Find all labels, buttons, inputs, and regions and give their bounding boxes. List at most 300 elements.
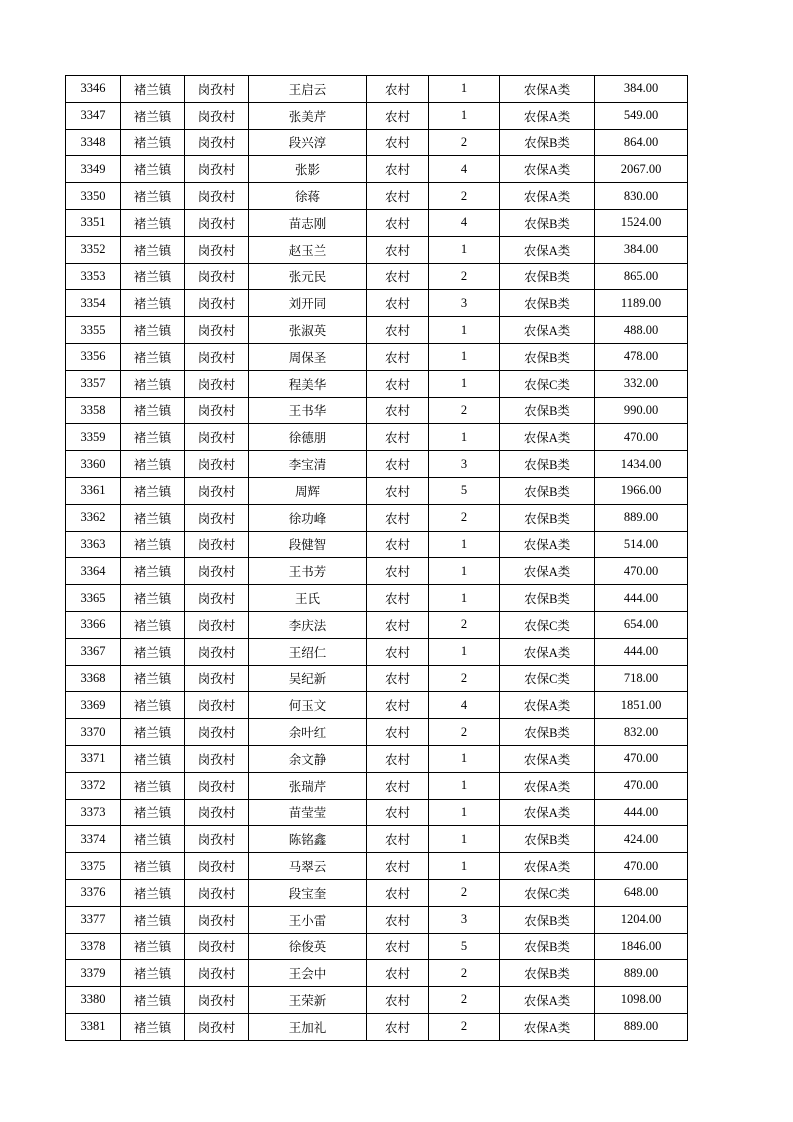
- cell-id: 3379: [66, 960, 121, 987]
- table-row: [66, 692, 688, 719]
- table-row: [66, 558, 688, 585]
- cell-name: 王书华: [249, 397, 367, 424]
- cell-type: 农村: [367, 343, 429, 370]
- cell-category: 农保A类: [500, 531, 595, 558]
- cell-town: 褚兰镇: [121, 317, 185, 344]
- cell-category: 农保A类: [500, 772, 595, 799]
- benefits-table: [65, 75, 688, 1041]
- table-row: [66, 772, 688, 799]
- cell-name: 何玉文: [249, 692, 367, 719]
- cell-town: 褚兰镇: [121, 156, 185, 183]
- cell-amount: 478.00: [595, 343, 688, 370]
- cell-type: 农村: [367, 370, 429, 397]
- cell-amount: 1189.00: [595, 290, 688, 317]
- cell-town: 褚兰镇: [121, 933, 185, 960]
- cell-village: 岗孜村: [185, 879, 249, 906]
- cell-category: 农保B类: [500, 477, 595, 504]
- cell-category: 农保A类: [500, 102, 595, 129]
- cell-type: 农村: [367, 692, 429, 719]
- cell-village: 岗孜村: [185, 638, 249, 665]
- cell-town: 褚兰镇: [121, 397, 185, 424]
- cell-category: 农保A类: [500, 183, 595, 210]
- cell-count: 2: [429, 263, 500, 290]
- cell-amount: 444.00: [595, 638, 688, 665]
- cell-amount: 889.00: [595, 504, 688, 531]
- table-row: [66, 129, 688, 156]
- table-row: [66, 611, 688, 638]
- cell-village: 岗孜村: [185, 826, 249, 853]
- cell-count: 1: [429, 236, 500, 263]
- table-row: [66, 236, 688, 263]
- table-row: [66, 531, 688, 558]
- cell-village: 岗孜村: [185, 611, 249, 638]
- cell-village: 岗孜村: [185, 1013, 249, 1040]
- cell-name: 李庆法: [249, 611, 367, 638]
- table-row: [66, 477, 688, 504]
- cell-id: 3374: [66, 826, 121, 853]
- cell-count: 1: [429, 343, 500, 370]
- cell-amount: 444.00: [595, 585, 688, 612]
- cell-village: 岗孜村: [185, 477, 249, 504]
- cell-count: 1: [429, 745, 500, 772]
- cell-category: 农保A类: [500, 745, 595, 772]
- table-row: [66, 906, 688, 933]
- cell-village: 岗孜村: [185, 531, 249, 558]
- cell-id: 3368: [66, 665, 121, 692]
- cell-count: 2: [429, 504, 500, 531]
- cell-type: 农村: [367, 209, 429, 236]
- cell-amount: 1524.00: [595, 209, 688, 236]
- cell-name: 王氏: [249, 585, 367, 612]
- cell-id: 3363: [66, 531, 121, 558]
- cell-town: 褚兰镇: [121, 879, 185, 906]
- cell-type: 农村: [367, 317, 429, 344]
- cell-name: 马翠云: [249, 853, 367, 880]
- cell-amount: 832.00: [595, 719, 688, 746]
- table-row: [66, 585, 688, 612]
- cell-category: 农保B类: [500, 933, 595, 960]
- cell-category: 农保C类: [500, 879, 595, 906]
- cell-name: 苗莹莹: [249, 799, 367, 826]
- cell-category: 农保A类: [500, 638, 595, 665]
- cell-town: 褚兰镇: [121, 719, 185, 746]
- cell-category: 农保A类: [500, 156, 595, 183]
- cell-count: 2: [429, 611, 500, 638]
- table-row: [66, 317, 688, 344]
- cell-amount: 864.00: [595, 129, 688, 156]
- cell-village: 岗孜村: [185, 76, 249, 103]
- cell-amount: 424.00: [595, 826, 688, 853]
- cell-category: 农保A类: [500, 317, 595, 344]
- cell-town: 褚兰镇: [121, 236, 185, 263]
- cell-category: 农保A类: [500, 692, 595, 719]
- cell-count: 1: [429, 317, 500, 344]
- table-row: [66, 665, 688, 692]
- cell-category: 农保B类: [500, 290, 595, 317]
- cell-count: 2: [429, 719, 500, 746]
- cell-village: 岗孜村: [185, 504, 249, 531]
- cell-village: 岗孜村: [185, 665, 249, 692]
- table-row: [66, 370, 688, 397]
- cell-amount: 470.00: [595, 772, 688, 799]
- cell-id: 3360: [66, 451, 121, 478]
- cell-name: 王绍仁: [249, 638, 367, 665]
- cell-type: 农村: [367, 531, 429, 558]
- cell-count: 2: [429, 1013, 500, 1040]
- cell-village: 岗孜村: [185, 853, 249, 880]
- table-row: [66, 504, 688, 531]
- cell-id: 3371: [66, 745, 121, 772]
- cell-town: 褚兰镇: [121, 638, 185, 665]
- cell-amount: 1434.00: [595, 451, 688, 478]
- cell-count: 5: [429, 477, 500, 504]
- cell-name: 吴纪新: [249, 665, 367, 692]
- cell-name: 王荣新: [249, 987, 367, 1014]
- cell-village: 岗孜村: [185, 236, 249, 263]
- cell-category: 农保B类: [500, 397, 595, 424]
- cell-count: 4: [429, 692, 500, 719]
- cell-category: 农保B类: [500, 960, 595, 987]
- cell-category: 农保A类: [500, 1013, 595, 1040]
- cell-type: 农村: [367, 129, 429, 156]
- cell-name: 赵玉兰: [249, 236, 367, 263]
- cell-id: 3367: [66, 638, 121, 665]
- cell-village: 岗孜村: [185, 987, 249, 1014]
- cell-amount: 1851.00: [595, 692, 688, 719]
- cell-type: 农村: [367, 102, 429, 129]
- cell-amount: 889.00: [595, 960, 688, 987]
- cell-type: 农村: [367, 236, 429, 263]
- table-row: [66, 102, 688, 129]
- cell-name: 王书芳: [249, 558, 367, 585]
- cell-town: 褚兰镇: [121, 209, 185, 236]
- cell-amount: 444.00: [595, 799, 688, 826]
- cell-type: 农村: [367, 290, 429, 317]
- cell-name: 周辉: [249, 477, 367, 504]
- cell-name: 周保圣: [249, 343, 367, 370]
- cell-category: 农保C类: [500, 370, 595, 397]
- cell-id: 3373: [66, 799, 121, 826]
- cell-village: 岗孜村: [185, 343, 249, 370]
- cell-name: 张美芹: [249, 102, 367, 129]
- cell-amount: 332.00: [595, 370, 688, 397]
- cell-count: 1: [429, 799, 500, 826]
- cell-category: 农保B类: [500, 209, 595, 236]
- cell-town: 褚兰镇: [121, 504, 185, 531]
- cell-count: 1: [429, 853, 500, 880]
- table-row: [66, 183, 688, 210]
- cell-amount: 384.00: [595, 236, 688, 263]
- cell-id: 3352: [66, 236, 121, 263]
- cell-name: 李宝清: [249, 451, 367, 478]
- cell-name: 陈铭鑫: [249, 826, 367, 853]
- cell-category: 农保B类: [500, 719, 595, 746]
- cell-count: 4: [429, 156, 500, 183]
- cell-count: 1: [429, 370, 500, 397]
- cell-name: 张淑英: [249, 317, 367, 344]
- cell-name: 张瑞芹: [249, 772, 367, 799]
- cell-category: 农保C类: [500, 665, 595, 692]
- table-row: [66, 451, 688, 478]
- cell-type: 农村: [367, 397, 429, 424]
- cell-amount: 718.00: [595, 665, 688, 692]
- cell-id: 3366: [66, 611, 121, 638]
- cell-name: 王小雷: [249, 906, 367, 933]
- cell-town: 褚兰镇: [121, 76, 185, 103]
- cell-town: 褚兰镇: [121, 665, 185, 692]
- cell-category: 农保B类: [500, 129, 595, 156]
- cell-id: 3376: [66, 879, 121, 906]
- cell-town: 褚兰镇: [121, 102, 185, 129]
- cell-village: 岗孜村: [185, 772, 249, 799]
- cell-category: 农保A类: [500, 424, 595, 451]
- table-row: [66, 879, 688, 906]
- cell-id: 3364: [66, 558, 121, 585]
- cell-town: 褚兰镇: [121, 263, 185, 290]
- cell-count: 1: [429, 531, 500, 558]
- cell-town: 褚兰镇: [121, 343, 185, 370]
- cell-amount: 865.00: [595, 263, 688, 290]
- cell-town: 褚兰镇: [121, 451, 185, 478]
- cell-name: 刘开同: [249, 290, 367, 317]
- cell-amount: 514.00: [595, 531, 688, 558]
- table-row: [66, 826, 688, 853]
- table-row: [66, 397, 688, 424]
- cell-count: 3: [429, 906, 500, 933]
- cell-id: 3346: [66, 76, 121, 103]
- cell-amount: 470.00: [595, 558, 688, 585]
- table-row: [66, 933, 688, 960]
- cell-category: 农保B类: [500, 504, 595, 531]
- cell-type: 农村: [367, 504, 429, 531]
- cell-category: 农保C类: [500, 611, 595, 638]
- cell-amount: 470.00: [595, 853, 688, 880]
- table-sheet: [65, 75, 688, 1041]
- cell-name: 徐俊英: [249, 933, 367, 960]
- cell-village: 岗孜村: [185, 692, 249, 719]
- cell-category: 农保B类: [500, 263, 595, 290]
- cell-type: 农村: [367, 156, 429, 183]
- cell-id: 3358: [66, 397, 121, 424]
- cell-count: 1: [429, 76, 500, 103]
- cell-village: 岗孜村: [185, 209, 249, 236]
- cell-town: 褚兰镇: [121, 826, 185, 853]
- cell-village: 岗孜村: [185, 290, 249, 317]
- cell-amount: 470.00: [595, 745, 688, 772]
- cell-category: 农保B类: [500, 451, 595, 478]
- cell-count: 2: [429, 879, 500, 906]
- table-row: [66, 719, 688, 746]
- cell-id: 3348: [66, 129, 121, 156]
- cell-count: 1: [429, 772, 500, 799]
- table-row: [66, 343, 688, 370]
- cell-amount: 1204.00: [595, 906, 688, 933]
- cell-type: 农村: [367, 665, 429, 692]
- cell-id: 3359: [66, 424, 121, 451]
- table-row: [66, 799, 688, 826]
- cell-type: 农村: [367, 585, 429, 612]
- table-row: [66, 1013, 688, 1040]
- cell-count: 2: [429, 183, 500, 210]
- cell-count: 1: [429, 826, 500, 853]
- cell-village: 岗孜村: [185, 397, 249, 424]
- cell-amount: 488.00: [595, 317, 688, 344]
- cell-village: 岗孜村: [185, 719, 249, 746]
- cell-town: 褚兰镇: [121, 906, 185, 933]
- cell-id: 3354: [66, 290, 121, 317]
- cell-name: 段健智: [249, 531, 367, 558]
- cell-amount: 654.00: [595, 611, 688, 638]
- cell-village: 岗孜村: [185, 451, 249, 478]
- cell-count: 2: [429, 129, 500, 156]
- cell-type: 农村: [367, 879, 429, 906]
- cell-town: 褚兰镇: [121, 611, 185, 638]
- table-row: [66, 853, 688, 880]
- cell-count: 2: [429, 397, 500, 424]
- cell-town: 褚兰镇: [121, 745, 185, 772]
- cell-category: 农保B类: [500, 343, 595, 370]
- cell-town: 褚兰镇: [121, 799, 185, 826]
- table-row: [66, 263, 688, 290]
- cell-village: 岗孜村: [185, 745, 249, 772]
- cell-town: 褚兰镇: [121, 370, 185, 397]
- cell-id: 3361: [66, 477, 121, 504]
- cell-count: 3: [429, 290, 500, 317]
- cell-name: 徐德朋: [249, 424, 367, 451]
- cell-name: 王启云: [249, 76, 367, 103]
- cell-type: 农村: [367, 960, 429, 987]
- cell-type: 农村: [367, 424, 429, 451]
- cell-town: 褚兰镇: [121, 585, 185, 612]
- cell-name: 余文静: [249, 745, 367, 772]
- cell-id: 3355: [66, 317, 121, 344]
- cell-type: 农村: [367, 638, 429, 665]
- table-row: [66, 638, 688, 665]
- cell-town: 褚兰镇: [121, 129, 185, 156]
- cell-amount: 384.00: [595, 76, 688, 103]
- cell-type: 农村: [367, 719, 429, 746]
- cell-type: 农村: [367, 799, 429, 826]
- cell-town: 褚兰镇: [121, 531, 185, 558]
- cell-village: 岗孜村: [185, 906, 249, 933]
- cell-amount: 830.00: [595, 183, 688, 210]
- cell-town: 褚兰镇: [121, 1013, 185, 1040]
- cell-village: 岗孜村: [185, 424, 249, 451]
- cell-type: 农村: [367, 611, 429, 638]
- cell-id: 3369: [66, 692, 121, 719]
- table-body: [66, 76, 688, 1041]
- table-row: [66, 209, 688, 236]
- cell-town: 褚兰镇: [121, 692, 185, 719]
- cell-name: 王加礼: [249, 1013, 367, 1040]
- cell-type: 农村: [367, 853, 429, 880]
- cell-category: 农保A类: [500, 236, 595, 263]
- cell-count: 1: [429, 558, 500, 585]
- cell-id: 3351: [66, 209, 121, 236]
- cell-id: 3381: [66, 1013, 121, 1040]
- cell-town: 褚兰镇: [121, 477, 185, 504]
- cell-count: 1: [429, 102, 500, 129]
- cell-id: 3372: [66, 772, 121, 799]
- cell-type: 农村: [367, 745, 429, 772]
- cell-town: 褚兰镇: [121, 424, 185, 451]
- cell-amount: 1846.00: [595, 933, 688, 960]
- cell-name: 段宝奎: [249, 879, 367, 906]
- cell-count: 2: [429, 987, 500, 1014]
- cell-id: 3347: [66, 102, 121, 129]
- table-row: [66, 76, 688, 103]
- cell-name: 张影: [249, 156, 367, 183]
- cell-amount: 990.00: [595, 397, 688, 424]
- cell-village: 岗孜村: [185, 129, 249, 156]
- cell-name: 王会中: [249, 960, 367, 987]
- cell-name: 段兴淳: [249, 129, 367, 156]
- cell-category: 农保A类: [500, 76, 595, 103]
- cell-type: 农村: [367, 906, 429, 933]
- cell-town: 褚兰镇: [121, 853, 185, 880]
- cell-id: 3350: [66, 183, 121, 210]
- cell-village: 岗孜村: [185, 960, 249, 987]
- cell-village: 岗孜村: [185, 102, 249, 129]
- cell-name: 苗志刚: [249, 209, 367, 236]
- table-row: [66, 960, 688, 987]
- cell-type: 农村: [367, 987, 429, 1014]
- cell-town: 褚兰镇: [121, 987, 185, 1014]
- table-row: [66, 156, 688, 183]
- cell-count: 4: [429, 209, 500, 236]
- cell-count: 1: [429, 585, 500, 612]
- cell-category: 农保A类: [500, 987, 595, 1014]
- cell-id: 3357: [66, 370, 121, 397]
- cell-category: 农保B类: [500, 826, 595, 853]
- cell-town: 褚兰镇: [121, 772, 185, 799]
- cell-count: 1: [429, 424, 500, 451]
- cell-name: 徐功峰: [249, 504, 367, 531]
- cell-id: 3349: [66, 156, 121, 183]
- cell-type: 农村: [367, 1013, 429, 1040]
- cell-id: 3380: [66, 987, 121, 1014]
- table-row: [66, 424, 688, 451]
- cell-village: 岗孜村: [185, 263, 249, 290]
- cell-name: 徐蒋: [249, 183, 367, 210]
- cell-type: 农村: [367, 933, 429, 960]
- cell-type: 农村: [367, 76, 429, 103]
- cell-town: 褚兰镇: [121, 558, 185, 585]
- cell-count: 5: [429, 933, 500, 960]
- cell-category: 农保B类: [500, 585, 595, 612]
- table-row: [66, 745, 688, 772]
- cell-id: 3370: [66, 719, 121, 746]
- cell-type: 农村: [367, 263, 429, 290]
- cell-id: 3378: [66, 933, 121, 960]
- cell-count: 2: [429, 960, 500, 987]
- cell-name: 程美华: [249, 370, 367, 397]
- cell-village: 岗孜村: [185, 585, 249, 612]
- cell-village: 岗孜村: [185, 183, 249, 210]
- cell-type: 农村: [367, 451, 429, 478]
- cell-id: 3353: [66, 263, 121, 290]
- cell-amount: 1098.00: [595, 987, 688, 1014]
- cell-category: 农保A类: [500, 558, 595, 585]
- cell-count: 2: [429, 665, 500, 692]
- cell-id: 3375: [66, 853, 121, 880]
- cell-town: 褚兰镇: [121, 290, 185, 317]
- cell-id: 3377: [66, 906, 121, 933]
- cell-town: 褚兰镇: [121, 960, 185, 987]
- cell-amount: 470.00: [595, 424, 688, 451]
- cell-type: 农村: [367, 558, 429, 585]
- cell-id: 3356: [66, 343, 121, 370]
